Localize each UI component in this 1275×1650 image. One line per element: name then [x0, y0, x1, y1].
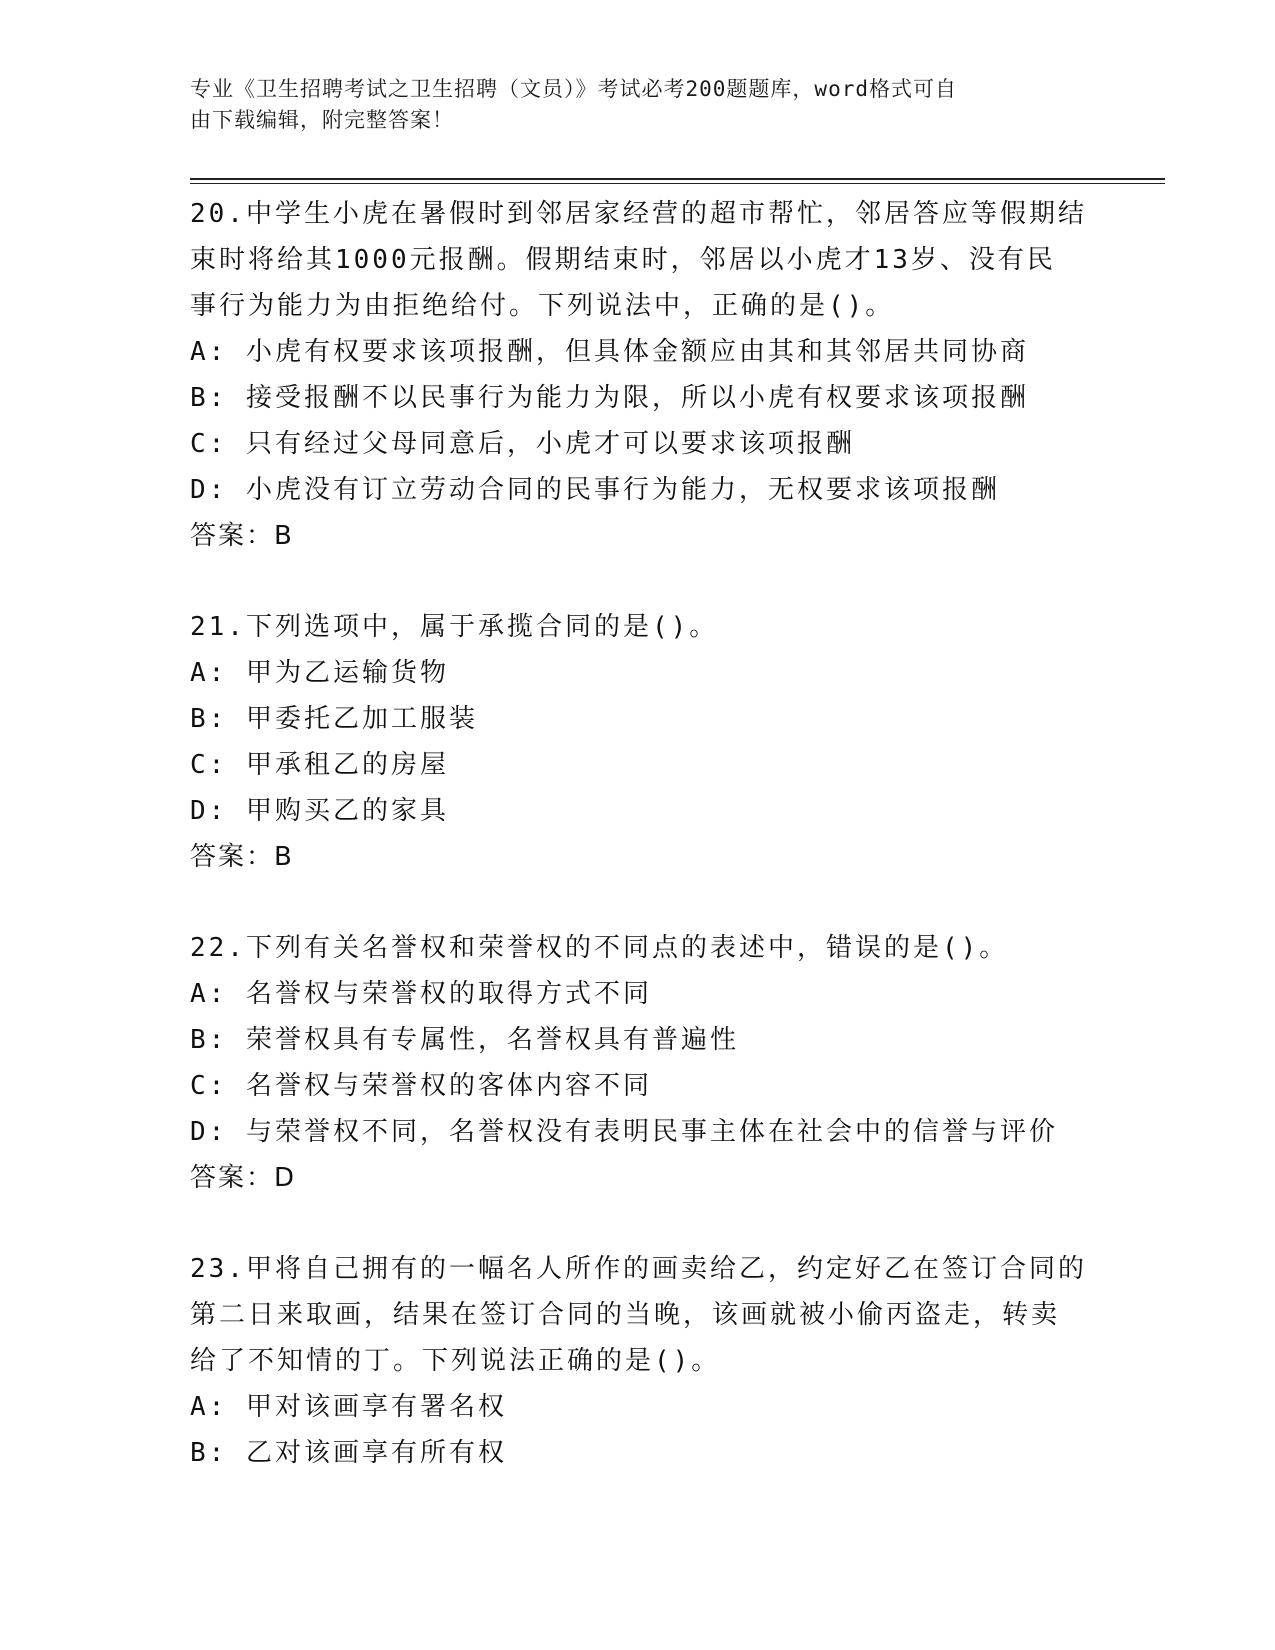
option-c: C: 甲承租乙的房屋 [190, 750, 449, 780]
question-stem-line: 事行为能力为由拒绝给付。下列说法中，正确的是()。 [190, 291, 895, 321]
question-20 [190, 191, 1090, 559]
question-stem-line: 22.下列有关名誉权和荣誉权的不同点的表述中，错误的是()。 [190, 933, 1009, 963]
option-a: A: 甲对该画享有署名权 [190, 1392, 507, 1422]
option-a: A: 名誉权与荣誉权的取得方式不同 [190, 979, 652, 1009]
spacer [190, 559, 1090, 604]
question-22 [190, 925, 1090, 1201]
question-21 [190, 604, 1090, 880]
option-d: D: 小虎没有订立劳动合同的民事行为能力，无权要求该项报酬 [190, 475, 1000, 505]
option-c: C: 名誉权与荣誉权的客体内容不同 [190, 1071, 652, 1101]
answer-line: 答案：D [190, 1163, 297, 1193]
answer-line: 答案：B [190, 521, 294, 551]
question-stem-line: 束时将给其1000元报酬。假期结束时，邻居以小虎才13岁、没有民 [190, 245, 1056, 275]
option-a: A: 甲为乙运输货物 [190, 658, 449, 688]
question-stem-line: 第二日来取画，结果在签订合同的当晚，该画就被小偷丙盗走，转卖 [190, 1300, 1061, 1330]
option-c: C: 只有经过父母同意后，小虎才可以要求该项报酬 [190, 429, 855, 459]
option-b: B: 乙对该画享有所有权 [190, 1438, 507, 1468]
option-d: D: 与荣誉权不同，名誉权没有表明民事主体在社会中的信誉与评价 [190, 1117, 1058, 1147]
question-stem-line: 23.甲将自己拥有的一幅名人所作的画卖给乙，约定好乙在签订合同的 [190, 1254, 1087, 1284]
header-line-1: 专业《卫生招聘考试之卫生招聘（文员）》考试必考200题题库，word格式可自 [190, 77, 957, 101]
option-b: B: 接受报酬不以民事行为能力为限，所以小虎有权要求该项报酬 [190, 383, 1029, 413]
question-stem-line: 给了不知情的丁。下列说法正确的是()。 [190, 1346, 721, 1376]
question-stem-line: 20.中学生小虎在暑假时到邻居家经营的超市帮忙，邻居答应等假期结 [190, 199, 1087, 229]
option-d: D: 甲购买乙的家具 [190, 796, 449, 826]
question-23 [190, 1246, 1090, 1476]
question-list [190, 191, 1090, 1476]
header-line-2: 由下载编辑，附完整答案！ [190, 108, 454, 132]
spacer [190, 1201, 1090, 1246]
option-b: B: 荣誉权具有专属性，名誉权具有普遍性 [190, 1025, 739, 1055]
option-b: B: 甲委托乙加工服装 [190, 704, 478, 734]
question-stem-line: 21.下列选项中，属于承揽合同的是()。 [190, 612, 719, 642]
option-a: A: 小虎有权要求该项报酬，但具体金额应由其和其邻居共同协商 [190, 337, 1029, 367]
answer-line: 答案：B [190, 842, 294, 872]
document-header [190, 74, 1090, 136]
spacer [190, 880, 1090, 925]
header-divider [190, 178, 1165, 184]
